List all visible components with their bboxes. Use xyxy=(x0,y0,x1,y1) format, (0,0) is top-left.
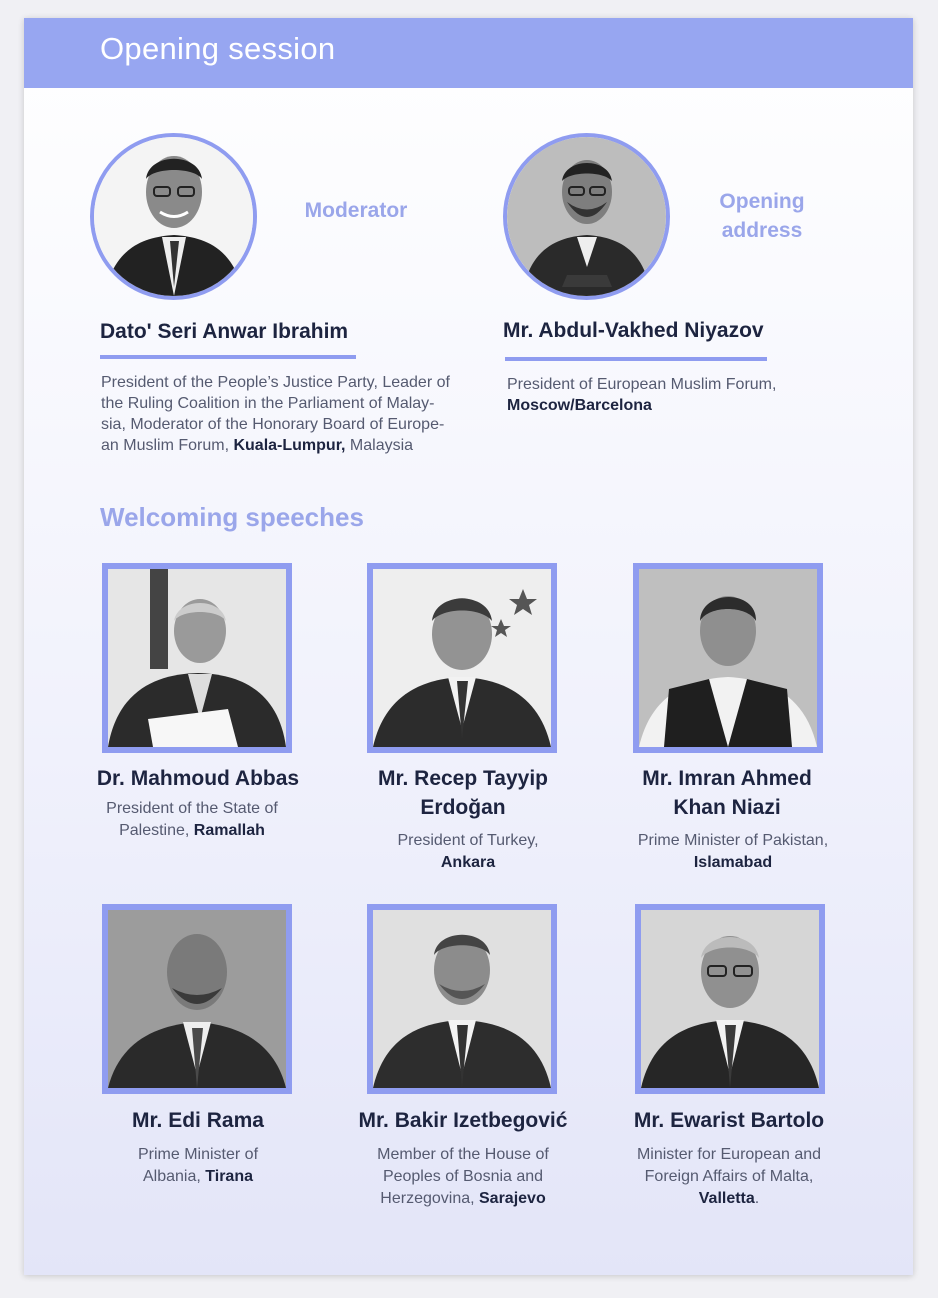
speaker-4-description xyxy=(68,1144,328,1188)
speaker-3-city: Islamabad xyxy=(693,854,773,871)
speaker-5-desc-line2: Peoples of Bosnia and xyxy=(382,1168,544,1185)
speaker-1-name-line1: Dr. Mahmoud Abbas xyxy=(96,767,300,790)
welcoming-section-title: Welcoming speeches xyxy=(100,502,364,532)
speaker-6-suffix: . xyxy=(754,1190,760,1207)
speaker-6-desc-line1: Minister for European and xyxy=(636,1146,822,1163)
moderator-desc-text: President of the People’s Justice Party, Leader of the Ruling Coalition in the Parliament of Malay-sia, Moderator of the Honorary Board of Europe-an Muslim Forum, xyxy=(101,374,450,454)
header-bar xyxy=(24,18,913,88)
bartolo-photo xyxy=(635,904,825,1094)
speaker-5-desc-line1: Member of the House of xyxy=(377,1146,549,1163)
opening-city: Moscow/Barcelona xyxy=(507,397,652,414)
speaker-4-desc-line1: Prime Minister of xyxy=(137,1146,259,1163)
speaker-4-city: Tirana xyxy=(205,1168,253,1185)
moderator-country: Malaysia xyxy=(345,437,414,454)
speaker-3-desc-line1: Prime Minister of Pakistan, xyxy=(637,832,829,849)
opening-role-line2: address xyxy=(721,219,803,242)
speaker-4-name xyxy=(68,1106,328,1135)
opening-role-line1: Opening xyxy=(719,190,805,213)
izetbegovic-photo xyxy=(367,904,557,1094)
opening-description xyxy=(507,374,837,416)
moderator-description xyxy=(101,372,453,456)
erdogan-photo xyxy=(367,563,557,753)
speaker-2-name-line1: Mr. Recep Tayyip xyxy=(377,767,548,790)
opening-speaker-name: Mr. Abdul-Vakhed Niyazov xyxy=(503,319,764,342)
opening-desc-text: President of European Muslim Forum, xyxy=(507,376,777,393)
opening-speaker-photo xyxy=(503,133,670,300)
speaker-6-name-line1: Mr. Ewarist Bartolo xyxy=(633,1109,825,1132)
speaker-1-name xyxy=(68,764,328,793)
speaker-5-name xyxy=(333,1106,593,1135)
speaker-6-description xyxy=(599,1144,859,1210)
speaker-3-name xyxy=(597,764,857,822)
speaker-2-city: Ankara xyxy=(440,854,496,871)
speaker-6-name xyxy=(599,1106,859,1135)
speaker-2-desc-line1: President of Turkey, xyxy=(397,832,539,849)
speaker-4-name-line1: Mr. Edi Rama xyxy=(132,1109,264,1132)
page-title: Opening session xyxy=(100,31,336,66)
speaker-6-city: Valletta xyxy=(698,1190,755,1207)
speaker-3-name-line2: Khan Niazi xyxy=(673,796,781,819)
moderator-city: Kuala-Lumpur, xyxy=(233,437,346,454)
speaker-1-description xyxy=(62,798,322,842)
speaker-4-desc-line2: Albania, xyxy=(143,1168,206,1185)
speaker-6-desc-line2: Foreign Affairs of Malta, xyxy=(644,1168,814,1185)
moderator-role: Moderator xyxy=(304,199,408,222)
speaker-5-desc-line3: Herzegovina, xyxy=(380,1190,479,1207)
speaker-2-description xyxy=(338,830,598,874)
abbas-photo xyxy=(102,563,292,753)
program-page xyxy=(24,18,913,1275)
speaker-5-description xyxy=(333,1144,593,1210)
moderator-name: Dato' Seri Anwar Ibrahim xyxy=(100,320,349,343)
speaker-1-desc-line1: President of the State of xyxy=(106,800,278,817)
speaker-1-desc-line2: Palestine, xyxy=(119,822,194,839)
moderator-underline xyxy=(100,355,356,359)
speaker-2-name xyxy=(333,764,593,822)
rama-photo xyxy=(102,904,292,1094)
moderator-photo xyxy=(90,133,257,300)
opening-underline xyxy=(505,357,767,361)
speaker-5-name-line1: Mr. Bakir Izetbegović xyxy=(358,1109,568,1132)
speaker-3-description xyxy=(603,830,863,874)
speaker-5-city: Sarajevo xyxy=(479,1190,546,1207)
speaker-3-name-line1: Mr. Imran Ahmed xyxy=(642,767,812,790)
speaker-2-name-line2: Erdoğan xyxy=(420,796,506,819)
speaker-1-city: Ramallah xyxy=(193,822,265,839)
khan-photo xyxy=(633,563,823,753)
opening-role xyxy=(696,187,828,245)
